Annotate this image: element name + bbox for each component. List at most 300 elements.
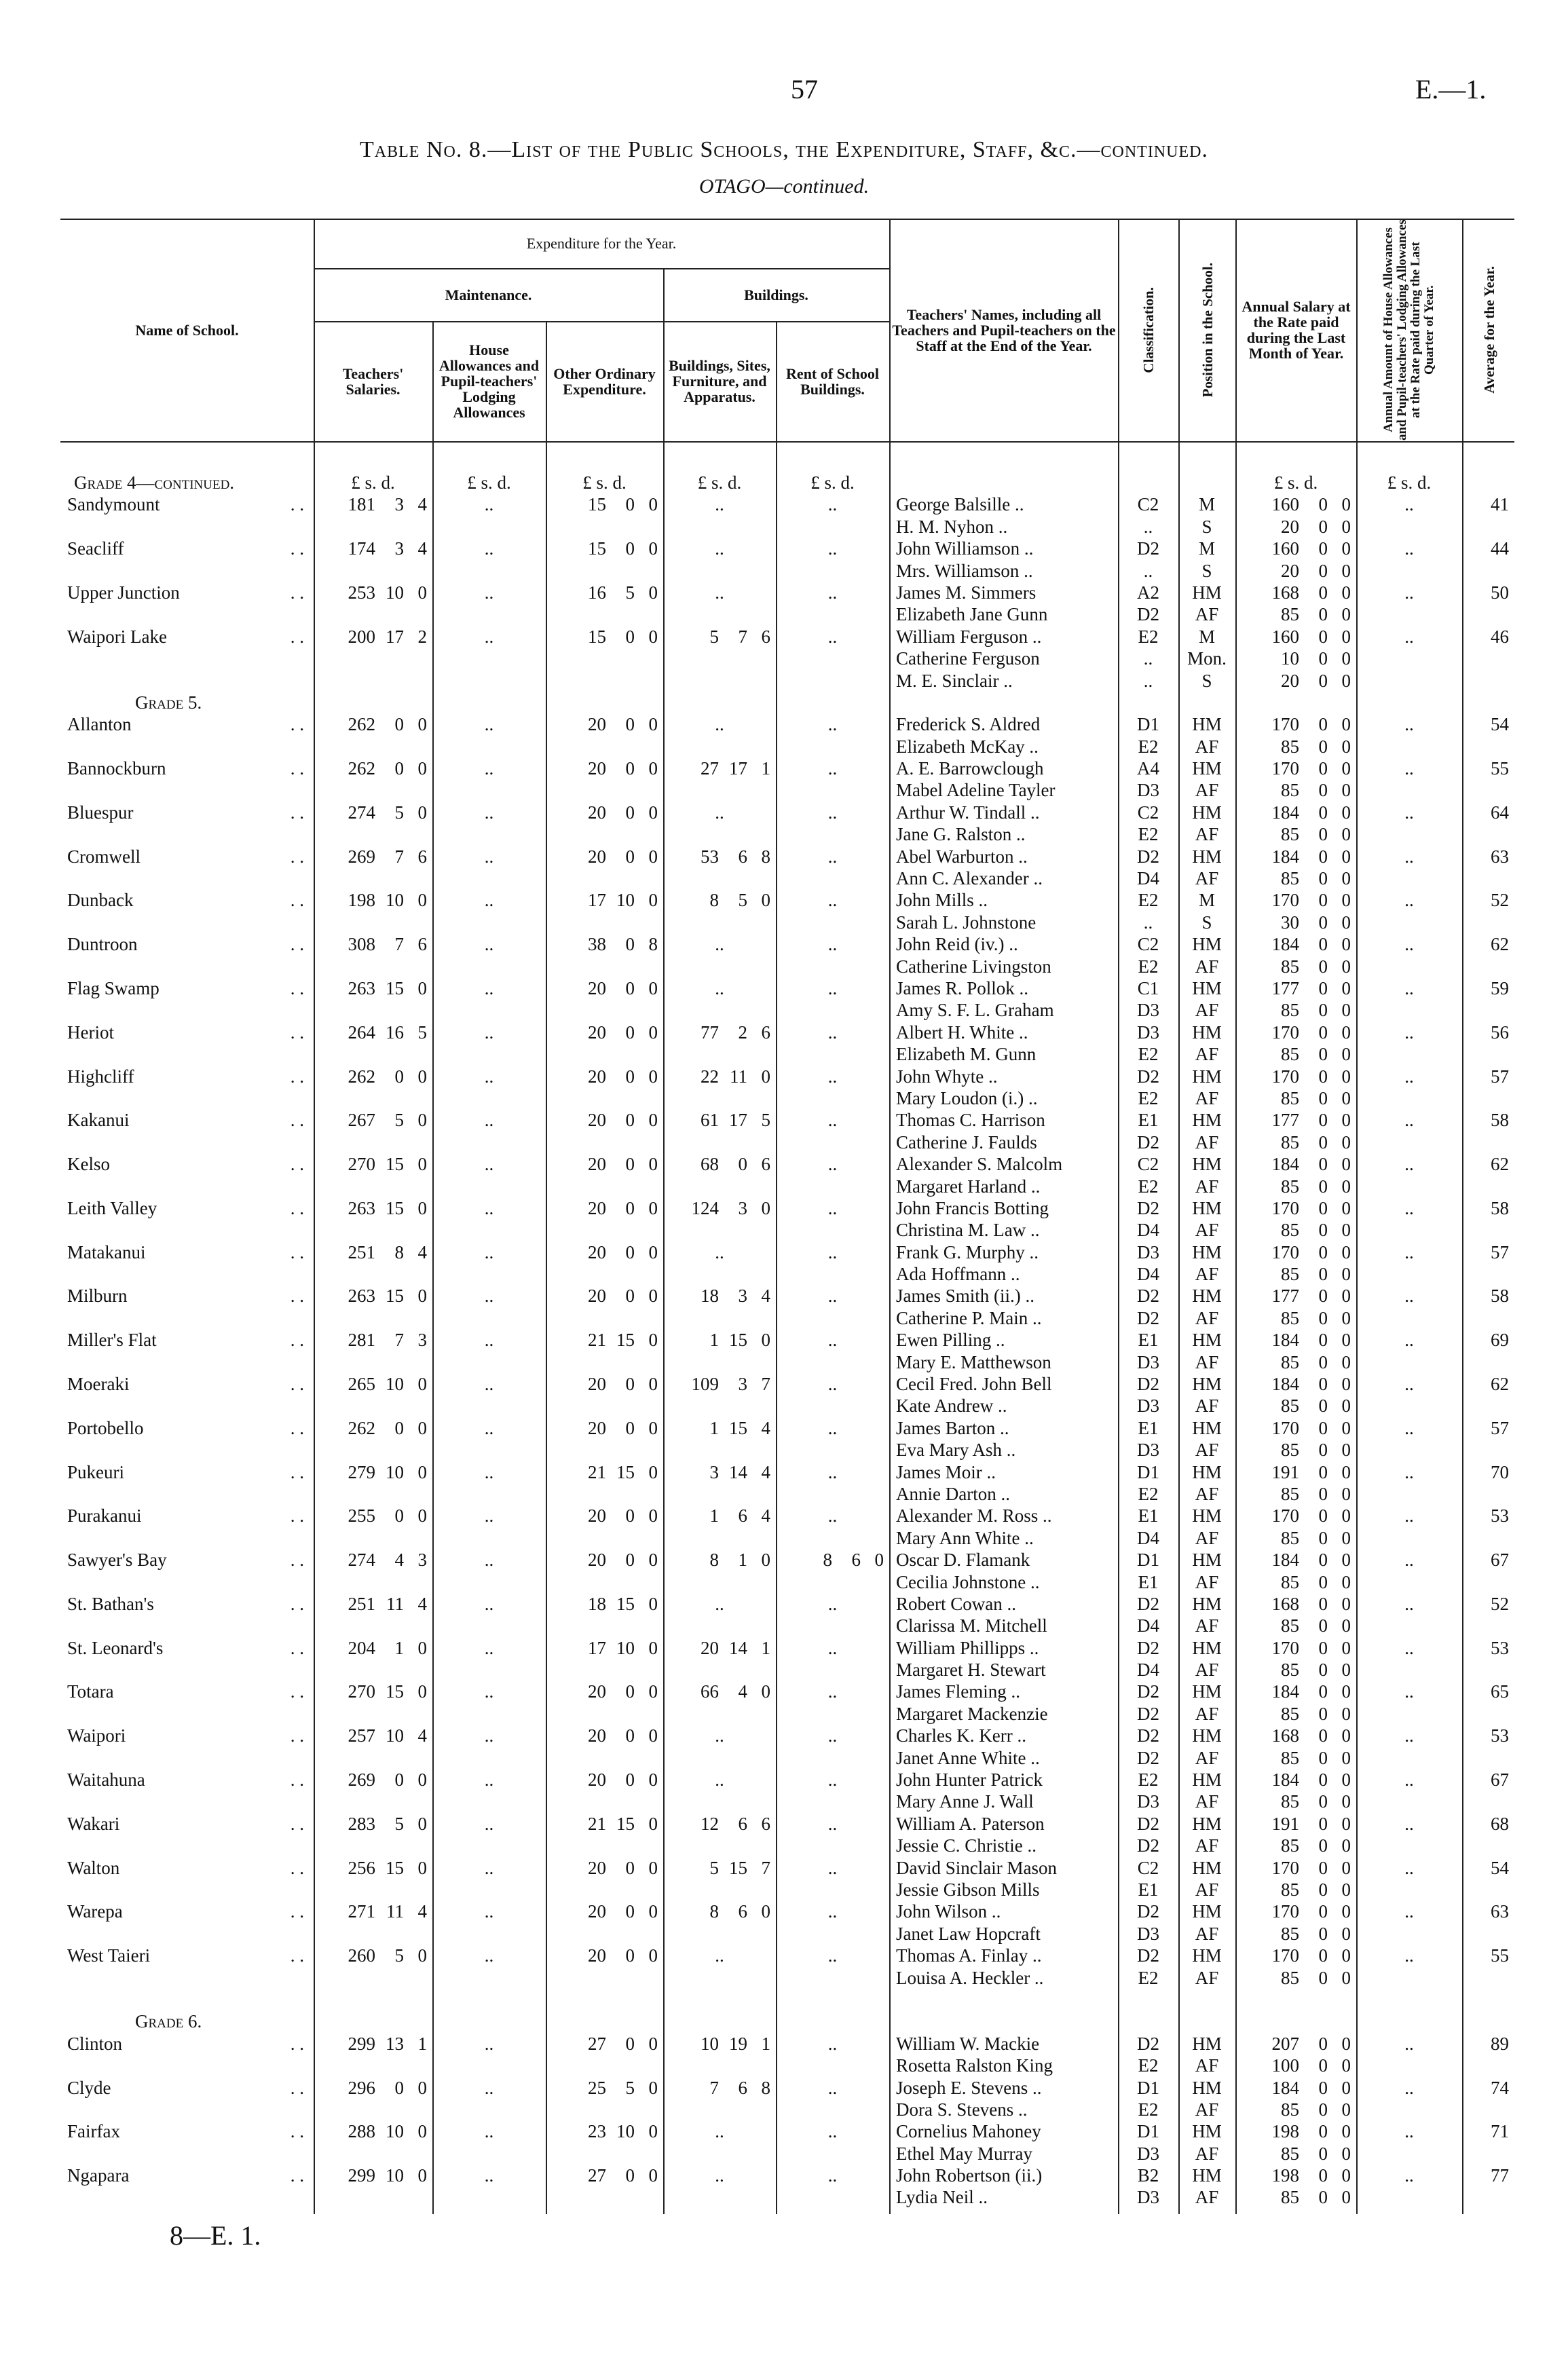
empty-cell [60, 1307, 314, 1329]
position: HM [1192, 1241, 1222, 1262]
header-annual-salary: Annual Salary at the Rate paid during the Last Month of Year. [1242, 298, 1351, 362]
amount-d: 0 [1341, 1681, 1351, 1702]
empty-cell [60, 1043, 314, 1065]
position: S [1201, 516, 1212, 537]
school-name: Seacliff . . [60, 538, 314, 559]
classification: D3 [1137, 1923, 1159, 1944]
buildings-expenditure [663, 1681, 776, 1702]
amount-s: 0 [1318, 912, 1328, 933]
allowance-amount [1356, 999, 1462, 1021]
amount-l: 15 [588, 494, 606, 515]
amount-s: 3 [394, 538, 404, 559]
unit-header [432, 692, 546, 713]
classification: D2 [1137, 1593, 1159, 1614]
amount-d: 3 [417, 1330, 427, 1351]
house-allowances: .. [484, 1154, 494, 1175]
amount-l: 296 [348, 2077, 375, 2098]
amount-l: 85 [1281, 1571, 1299, 1592]
amount-s: 11 [386, 1593, 404, 1614]
empty-cell [776, 603, 889, 625]
amount-s: 10 [616, 890, 635, 911]
teachers-salaries [314, 1417, 432, 1439]
amount-d: 0 [1341, 2077, 1351, 2098]
position: M [1198, 538, 1215, 559]
amount-s: 0 [1318, 1374, 1328, 1395]
position: HM [1192, 2077, 1222, 2098]
annual-salary [1235, 2186, 1356, 2208]
header-average: Average for the Year. [1480, 266, 1497, 394]
teacher-name: Sarah L. Johnstone [896, 912, 1037, 933]
classification: D4 [1137, 1660, 1159, 1681]
teacher-name: Mrs. Williamson .. [896, 560, 1033, 581]
header-teachers-names: Teachers' Names, including all Teachers and Pupil-teachers on the Staff at the End of the Year. [892, 305, 1116, 354]
other-expenditure [546, 977, 663, 999]
amount-d: 0 [1341, 494, 1351, 515]
classification: D3 [1137, 780, 1159, 801]
teacher-row [60, 670, 1514, 692]
amount-s: 15 [386, 1857, 404, 1878]
annual-salary [1235, 1417, 1356, 1439]
school-name: Purakanui . . [60, 1505, 314, 1526]
amount-d: 0 [1341, 1087, 1351, 1108]
amount-s: 1 [394, 1637, 404, 1658]
amount-s: 14 [729, 1637, 747, 1658]
amount-l: 20 [588, 1769, 606, 1791]
empty-cell [432, 1483, 546, 1505]
average-attendance [1462, 1043, 1514, 1065]
amount-d: 7 [761, 1374, 770, 1395]
allowance-amount: .. [1404, 2165, 1414, 2186]
empty-cell [776, 1703, 889, 1725]
teachers-salaries [314, 977, 432, 999]
amount-l: 255 [348, 1505, 375, 1526]
average-attendance: 62 [1491, 1374, 1509, 1395]
amount-s: 7 [394, 1330, 404, 1351]
position: HM [1192, 1725, 1222, 1746]
position: AF [1195, 1660, 1219, 1681]
empty-cell [776, 736, 889, 757]
amount-s: 0 [1318, 560, 1328, 581]
allowance-amount [1356, 1307, 1462, 1329]
amount-s: 0 [394, 1769, 404, 1791]
unit-header [663, 692, 776, 713]
annual-salary [1235, 560, 1356, 582]
classification: D2 [1137, 1747, 1159, 1768]
rent: .. [827, 494, 838, 515]
empty-cell [432, 867, 546, 889]
amount-d: 0 [1341, 1637, 1351, 1658]
amount-d: 0 [1341, 670, 1351, 691]
rent: .. [827, 2165, 838, 2186]
amount-s: 0 [1318, 538, 1328, 559]
buildings-expenditure: .. [715, 2165, 724, 2186]
position: HM [1192, 2033, 1222, 2054]
annual-salary [1235, 846, 1356, 867]
amount-l: 124 [691, 1197, 719, 1218]
amount-s: 19 [729, 2033, 747, 2054]
teacher-row [60, 2143, 1514, 2165]
empty-cell [546, 1615, 663, 1636]
amount-l: 253 [348, 582, 375, 603]
average-attendance [1462, 867, 1514, 889]
rent: .. [827, 1286, 838, 1307]
empty-cell [60, 1879, 314, 1900]
average-attendance: 71 [1491, 2121, 1509, 2142]
position: AF [1195, 1835, 1219, 1856]
empty-cell [663, 1176, 776, 1197]
empty-cell [663, 2055, 776, 2076]
empty-cell [776, 1043, 889, 1065]
amount-d: 0 [1341, 912, 1351, 933]
position: HM [1192, 1154, 1222, 1175]
amount-d: 8 [648, 934, 658, 955]
position: HM [1192, 846, 1222, 867]
amount-d: 0 [1341, 1417, 1351, 1438]
empty-cell [314, 2143, 432, 2165]
amount-s: 0 [394, 1417, 404, 1438]
other-expenditure [546, 802, 663, 823]
position: AF [1195, 1527, 1219, 1548]
empty-cell [663, 1483, 776, 1505]
allowance-amount [1356, 1527, 1462, 1549]
house-allowances: .. [484, 2165, 494, 2186]
amount-l: 85 [1281, 1440, 1299, 1461]
buildings-expenditure: .. [715, 2121, 724, 2142]
empty-cell [546, 1659, 663, 1681]
empty-cell [432, 1351, 546, 1373]
rent: .. [827, 2077, 838, 2098]
amount-d: 0 [1341, 758, 1351, 779]
empty-cell [546, 1835, 663, 1856]
classification: .. [1143, 560, 1153, 581]
amount-d: 0 [761, 1550, 770, 1571]
empty-cell [60, 736, 314, 757]
allowance-amount: .. [1404, 977, 1414, 998]
empty-cell [776, 1131, 889, 1153]
teacher-row [60, 1307, 1514, 1329]
header-classification: Classification. [1140, 286, 1157, 373]
average-attendance [1462, 1791, 1514, 1812]
other-expenditure [546, 2077, 663, 2099]
unit-header [1118, 692, 1178, 713]
teacher-name: Elizabeth M. Gunn [896, 1044, 1037, 1065]
empty-cell [314, 2099, 432, 2120]
amount-d: 0 [1341, 626, 1351, 647]
amount-l: 260 [348, 1945, 375, 1966]
average-attendance [1462, 956, 1514, 977]
annual-salary [1235, 1923, 1356, 1945]
amount-d: 0 [648, 494, 658, 515]
amount-d: 0 [648, 1022, 658, 1043]
empty-cell [663, 1615, 776, 1636]
classification: D2 [1137, 1197, 1159, 1218]
amount-s: 6 [738, 2077, 747, 2098]
school-row [60, 757, 1514, 779]
house-allowances: .. [484, 2121, 494, 2142]
amount-l: 5 [709, 1857, 719, 1878]
house-allowances: .. [484, 1901, 494, 1922]
position: HM [1192, 1461, 1222, 1482]
empty-cell [314, 560, 432, 582]
amount-s: 15 [386, 1197, 404, 1218]
amount-d: 3 [417, 1550, 427, 1571]
amount-l: 184 [1271, 1550, 1299, 1571]
teachers-salaries [314, 846, 432, 867]
unit-header [1462, 692, 1514, 713]
teacher-name: Abel Warburton .. [896, 846, 1028, 867]
amount-s: 15 [616, 1593, 635, 1614]
amount-d: 0 [1341, 516, 1351, 537]
amount-l: 299 [348, 2165, 375, 2186]
teacher-name: Eva Mary Ash .. [896, 1440, 1016, 1461]
amount-d: 0 [417, 714, 427, 735]
teacher-name: Mary E. Matthewson [896, 1351, 1051, 1372]
empty-cell [60, 1483, 314, 1505]
classification: D2 [1137, 846, 1159, 867]
amount-s: 1 [738, 1550, 747, 1571]
classification: .. [1143, 516, 1153, 537]
teacher-name: Oscar D. Flamank [896, 1550, 1030, 1571]
other-expenditure [546, 1857, 663, 1879]
allowance-amount: .. [1404, 1066, 1414, 1087]
rent: .. [827, 1505, 838, 1526]
amount-l: 170 [1271, 1241, 1299, 1262]
amount-d: 0 [1341, 846, 1351, 867]
empty-cell [546, 2186, 663, 2208]
amount-l: 168 [1271, 1593, 1299, 1614]
teacher-row [60, 2099, 1514, 2120]
amount-s: 0 [625, 494, 635, 515]
empty-cell [776, 1791, 889, 1812]
table-title: Table No. 8.—List of the Public Schools, the Expenditure, Staff, &c.—continued. [360, 137, 1208, 162]
empty-cell [663, 1923, 776, 1945]
position: AF [1195, 1307, 1219, 1328]
position: AF [1195, 868, 1219, 889]
amount-s: 8 [394, 1241, 404, 1262]
header-buildings-group: Buildings. [744, 286, 808, 303]
annual-salary [1235, 779, 1356, 801]
amount-d: 0 [648, 1945, 658, 1966]
empty-cell [432, 1703, 546, 1725]
buildings-expenditure [663, 1329, 776, 1351]
amount-s: 0 [625, 714, 635, 735]
house-allowances: .. [484, 1417, 494, 1438]
annual-salary [1235, 1703, 1356, 1725]
unit-header [546, 2010, 663, 2032]
amount-l: 20 [588, 714, 606, 735]
amount-s: 0 [1318, 846, 1328, 867]
amount-l: 170 [1271, 1945, 1299, 1966]
empty-cell [663, 1087, 776, 1109]
amount-d: 0 [1341, 1791, 1351, 1812]
house-allowances: .. [484, 1769, 494, 1791]
empty-cell [432, 956, 546, 977]
average-attendance: 62 [1491, 934, 1509, 955]
buildings-expenditure [663, 1153, 776, 1175]
empty-cell [776, 999, 889, 1021]
empty-cell [314, 779, 432, 801]
buildings-expenditure [663, 626, 776, 648]
average-attendance [1462, 999, 1514, 1021]
teacher-name: Janet Anne White .. [896, 1747, 1040, 1768]
amount-s: 0 [394, 714, 404, 735]
house-allowances: .. [484, 1374, 494, 1395]
amount-s: 0 [1318, 516, 1328, 537]
empty-cell [314, 1835, 432, 1856]
school-name: Kelso . . [60, 1153, 314, 1175]
average-attendance [1462, 1879, 1514, 1900]
allowance-amount [1356, 1087, 1462, 1109]
amount-d: 0 [1341, 2099, 1351, 2120]
amount-l: 85 [1281, 1703, 1299, 1724]
amount-s: 10 [616, 2121, 635, 2142]
amount-s: 0 [625, 1725, 635, 1746]
empty-cell [546, 2143, 663, 2165]
teacher-row [60, 1923, 1514, 1945]
teachers-salaries [314, 933, 432, 955]
amount-d: 0 [1341, 1879, 1351, 1900]
amount-d: 0 [1341, 1461, 1351, 1482]
allowance-amount: .. [1404, 1330, 1414, 1351]
allowance-amount [1356, 1043, 1462, 1065]
amount-l: 262 [348, 758, 375, 779]
amount-s: 0 [1318, 1857, 1328, 1878]
school-row [60, 2033, 1514, 2055]
house-allowances: .. [484, 1593, 494, 1614]
amount-l: 170 [1271, 714, 1299, 735]
amount-d: 0 [1341, 2121, 1351, 2142]
empty-cell [776, 2143, 889, 2165]
school-row [60, 1285, 1514, 1307]
school-name: Pukeuri . . [60, 1461, 314, 1483]
unit-header [889, 472, 1118, 493]
amount-d: 0 [1341, 2187, 1351, 2208]
teacher-row [60, 603, 1514, 625]
empty-cell [776, 1659, 889, 1681]
grade-label: Grade 4—continued. [74, 472, 235, 493]
amount-l: 274 [348, 1550, 375, 1571]
buildings-expenditure: .. [715, 934, 724, 955]
average-attendance: 56 [1491, 1022, 1509, 1043]
empty-cell [314, 1967, 432, 1989]
amount-l: 1 [709, 1505, 719, 1526]
empty-cell [314, 2186, 432, 2208]
amount-l: 257 [348, 1725, 375, 1746]
rent: .. [827, 1330, 838, 1351]
annual-salary [1235, 889, 1356, 911]
allowance-amount: .. [1404, 1593, 1414, 1614]
rent: .. [827, 1066, 838, 1087]
average-attendance: 55 [1491, 758, 1509, 779]
amount-d: 0 [1341, 2033, 1351, 2054]
average-attendance [1462, 1483, 1514, 1505]
amount-l: 263 [348, 1286, 375, 1307]
teacher-name: Christina M. Law .. [896, 1220, 1040, 1241]
classification: D3 [1137, 1351, 1159, 1372]
amount-s: 13 [386, 2033, 404, 2054]
amount-l: 85 [1281, 1791, 1299, 1812]
amount-d: 0 [417, 1110, 427, 1131]
amount-d: 0 [417, 1505, 427, 1526]
allowance-amount: .. [1404, 758, 1414, 779]
amount-l: 20 [588, 1374, 606, 1395]
amount-d: 0 [648, 1901, 658, 1922]
amount-s: 0 [625, 1197, 635, 1218]
school-row [60, 1725, 1514, 1746]
school-row [60, 1857, 1514, 1879]
amount-d: 4 [417, 538, 427, 559]
empty-cell [546, 999, 663, 1021]
teacher-name: John Robertson (ii.) [896, 2165, 1043, 2186]
grade-label: Grade 6. [135, 2011, 202, 2032]
empty-cell [432, 1527, 546, 1549]
allowance-amount [1356, 648, 1462, 669]
school-name: Waitahuna . . [60, 1769, 314, 1791]
amount-s: 5 [394, 802, 404, 823]
amount-l: 170 [1271, 1197, 1299, 1218]
classification: E1 [1138, 1110, 1159, 1131]
amount-s: 3 [738, 1197, 747, 1218]
amount-d: 0 [1341, 1857, 1351, 1878]
amount-s: 0 [1318, 1087, 1328, 1108]
empty-cell [546, 1483, 663, 1505]
teacher-name: Alexander M. Ross .. [896, 1505, 1052, 1526]
amount-s: 0 [1318, 1923, 1328, 1944]
unit-header [1356, 692, 1462, 713]
position: AF [1195, 1483, 1219, 1504]
position: HM [1192, 977, 1222, 998]
allowance-amount [1356, 1395, 1462, 1417]
annual-salary [1235, 1769, 1356, 1791]
empty-cell [546, 912, 663, 933]
annual-salary [1235, 1241, 1356, 1263]
amount-s: 0 [394, 1505, 404, 1526]
empty-cell [314, 867, 432, 889]
amount-l: 85 [1281, 1967, 1299, 1988]
amount-l: 177 [1271, 1286, 1299, 1307]
allowance-amount [1356, 2143, 1462, 2165]
annual-salary [1235, 933, 1356, 955]
teacher-row [60, 1879, 1514, 1900]
amount-d: 0 [1341, 1527, 1351, 1548]
empty-cell [546, 560, 663, 582]
amount-d: 0 [1341, 1945, 1351, 1966]
school-row [60, 977, 1514, 999]
amount-s: 15 [386, 1286, 404, 1307]
amount-d: 4 [417, 494, 427, 515]
unit-header [776, 692, 889, 713]
empty-cell [663, 648, 776, 669]
amount-d: 0 [648, 1725, 658, 1746]
amount-d: 0 [648, 1286, 658, 1307]
position: Mon. [1187, 648, 1227, 669]
teacher-row [60, 736, 1514, 757]
amount-s: 0 [625, 626, 635, 647]
amount-d: 0 [417, 977, 427, 998]
annual-salary [1235, 1066, 1356, 1087]
position: AF [1195, 736, 1219, 757]
amount-l: 160 [1271, 626, 1299, 647]
amount-d: 0 [1341, 1505, 1351, 1526]
average-attendance [1462, 1131, 1514, 1153]
amount-l: 77 [701, 1022, 719, 1043]
amount-l: 274 [348, 802, 375, 823]
classification: D1 [1137, 714, 1159, 735]
classification: D4 [1137, 1615, 1159, 1636]
classification: D4 [1137, 868, 1159, 889]
school-name: West Taieri . . [60, 1945, 314, 1966]
empty-cell [60, 1176, 314, 1197]
